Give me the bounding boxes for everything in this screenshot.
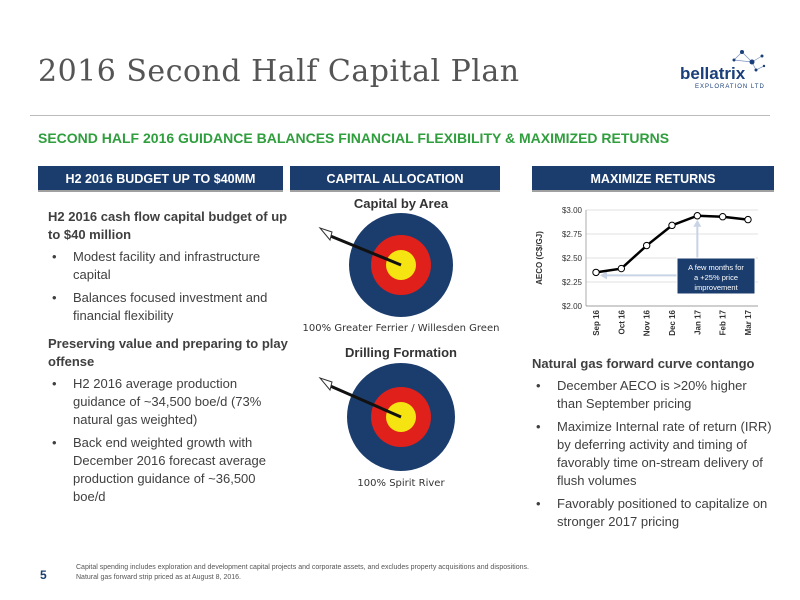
footnote <box>76 563 529 583</box>
x-tick-label: Jan 17 <box>693 310 703 335</box>
y-tick-label: $2.00 <box>561 302 582 311</box>
x-tick-label: Mar 17 <box>744 310 753 336</box>
footnote-line: Capital spending includes exploration and development capital projects and corporate assets, and excludes property acquisitions and dispositions. <box>76 564 529 571</box>
budget-bullet: • Balances focused investment and financial flexibility <box>48 289 288 325</box>
data-point <box>643 242 649 248</box>
x-tick-label: Sep 16 <box>592 310 601 336</box>
y-tick-label: $3.00 <box>561 206 582 215</box>
y-tick-label: $2.75 <box>561 230 582 239</box>
budget-header: H2 2016 BUDGET UP TO $40MM <box>38 166 283 192</box>
returns-bullet: • Favorably positioned to capitalize on stronger 2017 pricing <box>532 495 772 531</box>
y-axis-label: AECO (C$/GJ) <box>535 231 544 285</box>
annotation-arrowhead <box>693 220 701 227</box>
returns-heading: Natural gas forward curve contango <box>532 356 755 371</box>
drilling-formation-title: Drilling Formation <box>345 345 457 360</box>
page-title: 2016 Second Half Capital Plan <box>38 54 520 89</box>
budget-heading-1: H2 2016 cash flow capital budget of up to $40 million <box>48 209 288 242</box>
returns-header: MAXIMIZE RETURNS <box>532 166 774 192</box>
y-tick-label: $2.50 <box>561 254 582 263</box>
returns-bullet: • Maximize Internal rate of return (IRR) by deferring activity and timing of favorably time on-stream delivery of flush volumes <box>532 418 772 490</box>
capital-by-area-title: Capital by Area <box>353 196 449 211</box>
area-caption: 100% Greater Ferrier / Willesden Green <box>302 323 500 334</box>
drilling-target-icon <box>316 360 466 480</box>
page-number: 5 <box>40 568 47 582</box>
annotation-text: A few months for <box>688 263 744 272</box>
logo-subtext: EXPLORATION LTD <box>695 84 765 90</box>
footnote-line: Natural gas forward strip priced as at August 8, 2016. <box>76 574 241 581</box>
area-target-icon <box>316 210 466 325</box>
data-point <box>745 216 751 222</box>
data-point <box>593 269 599 275</box>
returns-column <box>532 355 772 536</box>
data-point <box>618 265 624 271</box>
budget-bullet: • Back end weighted growth with December 2016 forecast average production guidance of ~36,500 boe/d <box>48 434 288 506</box>
returns-bullet: • December AECO is >20% higher than September pricing <box>532 377 772 413</box>
aeco-price-chart <box>530 198 770 348</box>
budget-bullet: • Modest facility and infrastructure capital <box>48 248 288 284</box>
x-tick-label: Oct 16 <box>617 310 627 335</box>
x-tick-label: Feb 17 <box>718 310 728 336</box>
x-tick-label: Dec 16 <box>668 310 677 336</box>
annotation-text: improvement <box>694 283 738 292</box>
data-point <box>694 213 700 219</box>
logo-name: bellatrix <box>680 64 746 83</box>
annotation-text: a +25% price <box>694 273 738 282</box>
budget-heading-2: Preserving value and preparing to play offense <box>48 336 288 369</box>
budget-column <box>48 208 288 511</box>
allocation-header: CAPITAL ALLOCATION <box>290 166 500 192</box>
data-point <box>669 222 675 228</box>
x-tick-label: Nov 16 <box>642 310 652 337</box>
data-point <box>719 214 725 220</box>
budget-bullet: • H2 2016 average production guidance of ~34,500 boe/d (73% natural gas weighted) <box>48 375 288 429</box>
title-divider <box>30 115 770 116</box>
page-subtitle: SECOND HALF 2016 GUIDANCE BALANCES FINANCIAL FLEXIBILITY & MAXIMIZED RETURNS <box>38 130 670 146</box>
drilling-caption: 100% Spirit River <box>357 478 445 489</box>
y-tick-label: $2.25 <box>561 278 582 287</box>
